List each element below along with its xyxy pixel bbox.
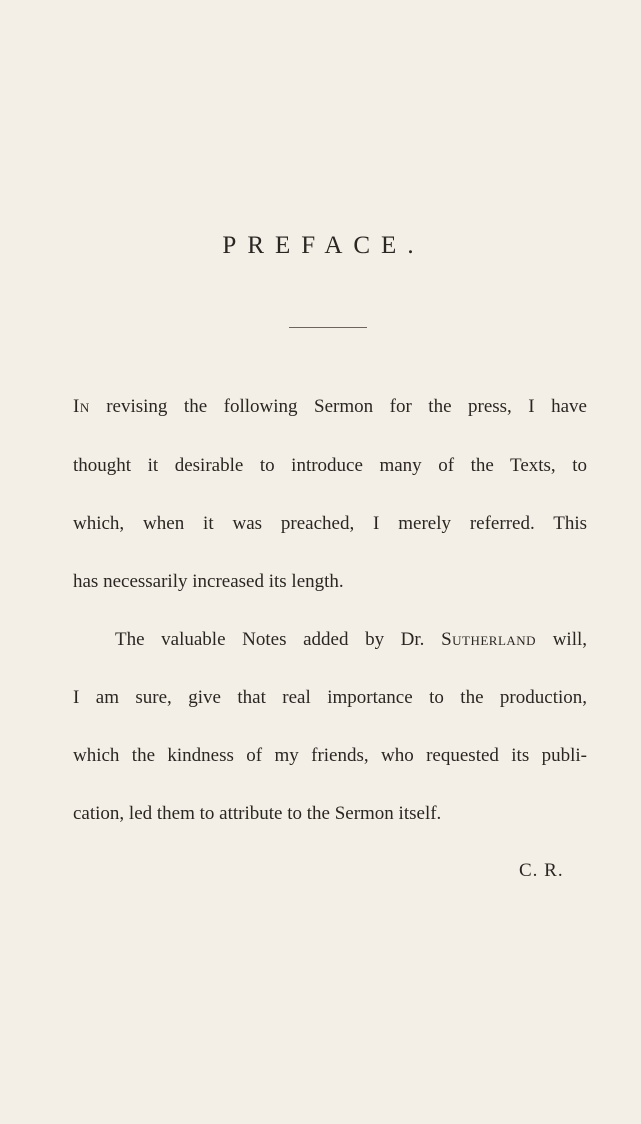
paragraph-1-line-4: has necessarily increased its length. [73, 571, 344, 592]
paragraph-2-line-1 [115, 629, 587, 651]
paragraph-1-line-1-text: revising the following Sermon for the press, I have [106, 396, 587, 417]
paragraph-2-line-2: I am sure, give that real importance to the production, [73, 687, 587, 708]
paragraph-2-line-1-end: will, [552, 629, 588, 650]
paragraph-1-line-1 [73, 396, 587, 418]
opening-word: In [73, 396, 90, 417]
paragraph-2-line-3: which the kindness of my friends, who requested its publi- [73, 745, 587, 766]
paragraph-1-line-3: which, when it was preached, I merely referred. This [73, 513, 587, 534]
title-divider [289, 327, 367, 328]
paragraph-2-line-1-start: The valuable Notes added by Dr. [115, 629, 425, 650]
signature: C. R. [519, 860, 564, 881]
page-title: PREFACE. [222, 232, 425, 259]
paragraph-2-line-4: cation, led them to attribute to the Sermon itself. [73, 803, 442, 824]
author-name: Sutherland [441, 629, 537, 650]
paragraph-1-line-2: thought it desirable to introduce many of the Texts, to [73, 455, 587, 476]
